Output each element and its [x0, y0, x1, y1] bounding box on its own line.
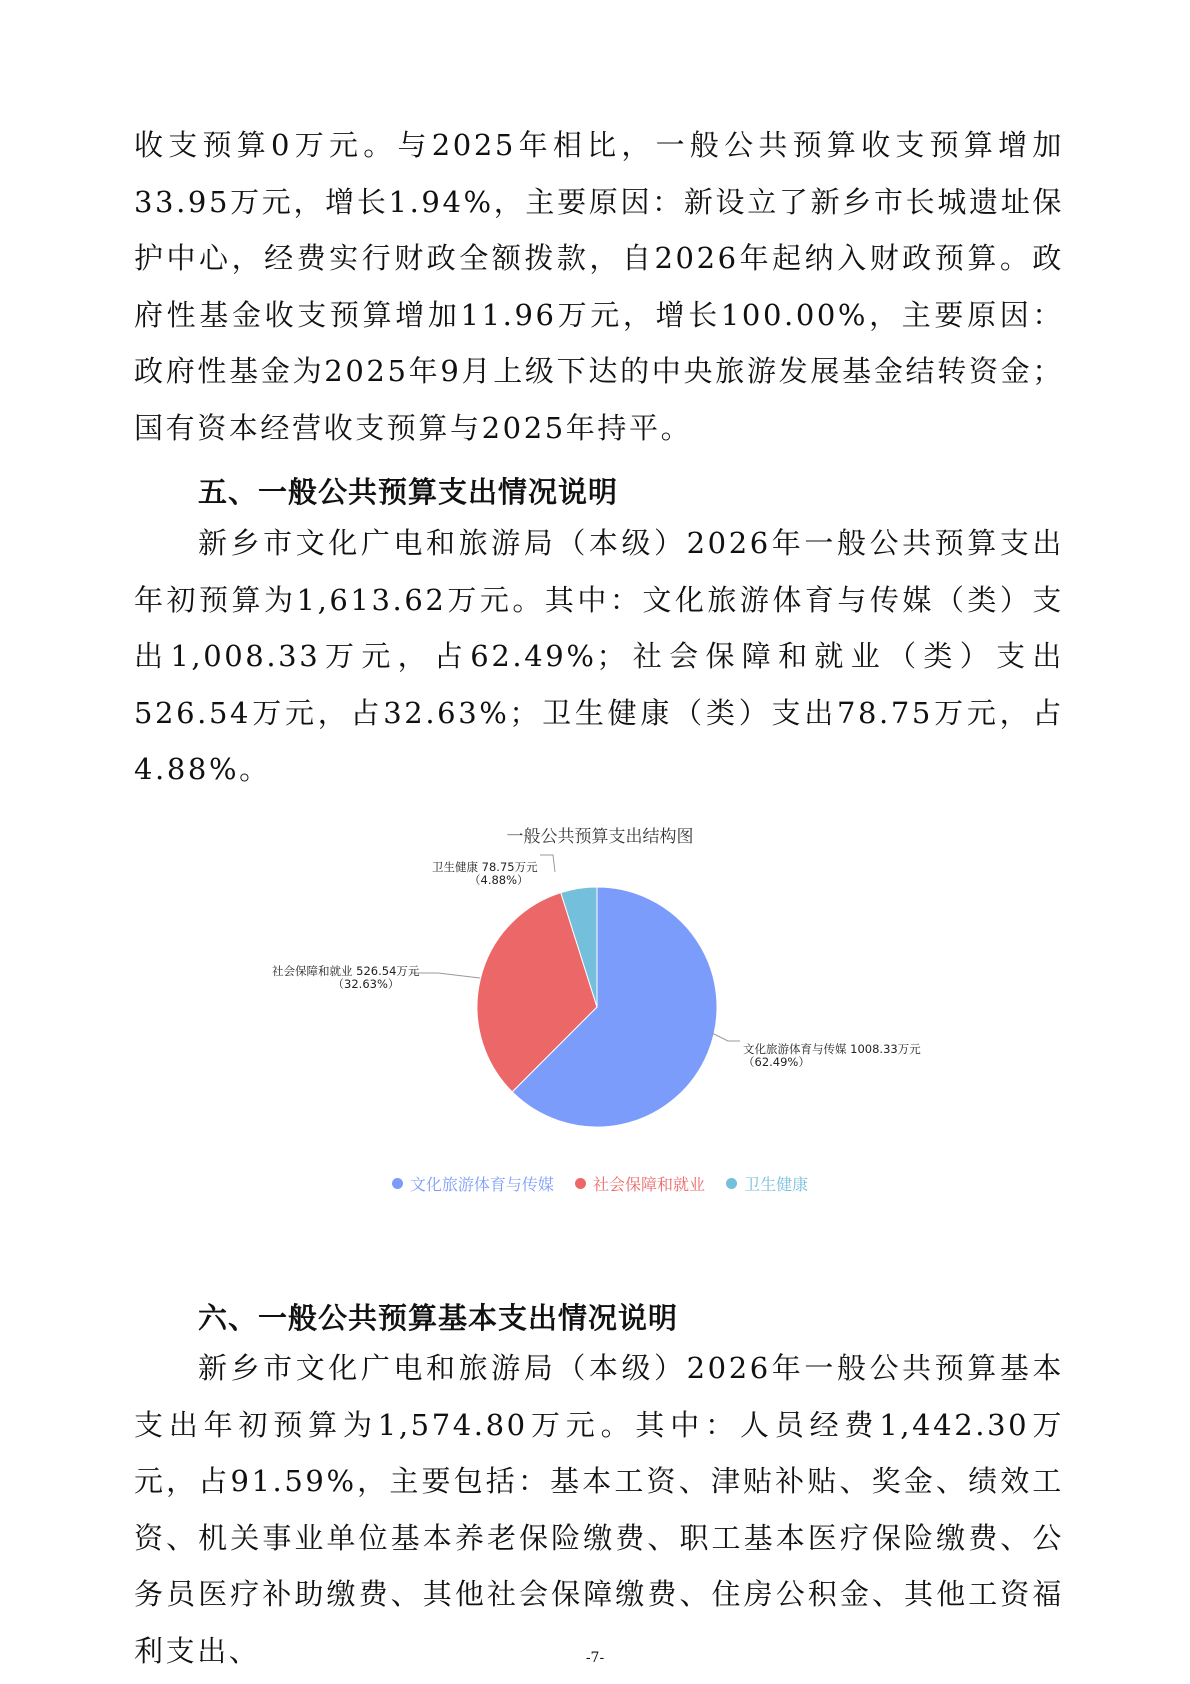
- slice-label-health: [432, 861, 538, 887]
- legend-dot-icon: [726, 1178, 737, 1189]
- slice-label-social: [272, 965, 419, 991]
- slice-label-culture-value: 文化旅游体育与传媒 1008.33万元: [743, 1042, 921, 1056]
- legend-dot-icon: [575, 1178, 586, 1189]
- slice-label-social-percent: （32.63%）: [332, 977, 400, 991]
- chart-title: 一般公共预算支出结构图: [506, 827, 694, 847]
- section-5-paragraph: 新乡市文化广电和旅游局（本级）2026年一般公共预算支出年初预算为1,613.62万元。其中：文化旅游体育与传媒（类）支出1,008.33万元，占62.49%；社会保障和就业（类）支出526.54万元，占32.63%；卫生健康（类）支出78.75万元，占4.88%。: [134, 526, 1064, 786]
- legend-label: 卫生健康: [744, 1175, 809, 1194]
- section-6-heading: 六、一般公共预算基本支出情况说明: [198, 1301, 679, 1335]
- legend-label: 文化旅游体育与传媒: [409, 1175, 554, 1194]
- leader-line-health: [540, 855, 555, 872]
- page-number: -7-: [585, 1650, 605, 1666]
- slice-label-social-value: 社会保障和就业 526.54万元: [272, 964, 420, 978]
- slice-label-health-percent: （4.88%）: [469, 873, 529, 887]
- legend-label: 社会保障和就业: [592, 1175, 705, 1194]
- section-6-paragraph: 新乡市文化广电和旅游局（本级）2026年一般公共预算基本支出年初预算为1,574.80万元。其中：人员经费1,442.30万元，占91.59%，主要包括：基本工资、津贴补贴、奖金、绩效工资、机关事业单位基本养老保险缴费、职工基本医疗保险缴费、公务员医疗补助缴费、其他社会保障缴费、住房公积金、其他工资福利支出、: [134, 1351, 1064, 1668]
- pie-chart: [240, 810, 960, 1210]
- legend-item-culture[interactable]: [392, 1172, 554, 1195]
- legend-item-social[interactable]: [575, 1172, 705, 1195]
- legend-dot-icon: [392, 1178, 403, 1189]
- section-5-heading: 五、一般公共预算支出情况说明: [198, 475, 619, 509]
- leader-line-culture: [712, 1033, 740, 1041]
- paragraph-budget-comparison: 收支预算0万元。与2025年相比，一般公共预算收支预算增加33.95万元，增长1.94%，主要原因：新设立了新乡市长城遗址保护中心，经费实行财政全额拨款，自2026年起纳入财政预算。政府性基金收支预算增加11.96万元，增长100.00%，主要原因：政府性基金为2025年9月上级下达的中央旅游发展基金结转资金；国有资本经营收支预算与2025年持平。: [134, 128, 1064, 445]
- legend-item-health[interactable]: [726, 1172, 808, 1195]
- chart-legend: [240, 1172, 960, 1195]
- slice-label-culture: [743, 1043, 921, 1069]
- slice-label-culture-percent: （62.49%）: [743, 1055, 810, 1069]
- leader-line-social: [412, 973, 480, 978]
- slice-label-health-value: 卫生健康 78.75万元: [432, 860, 538, 874]
